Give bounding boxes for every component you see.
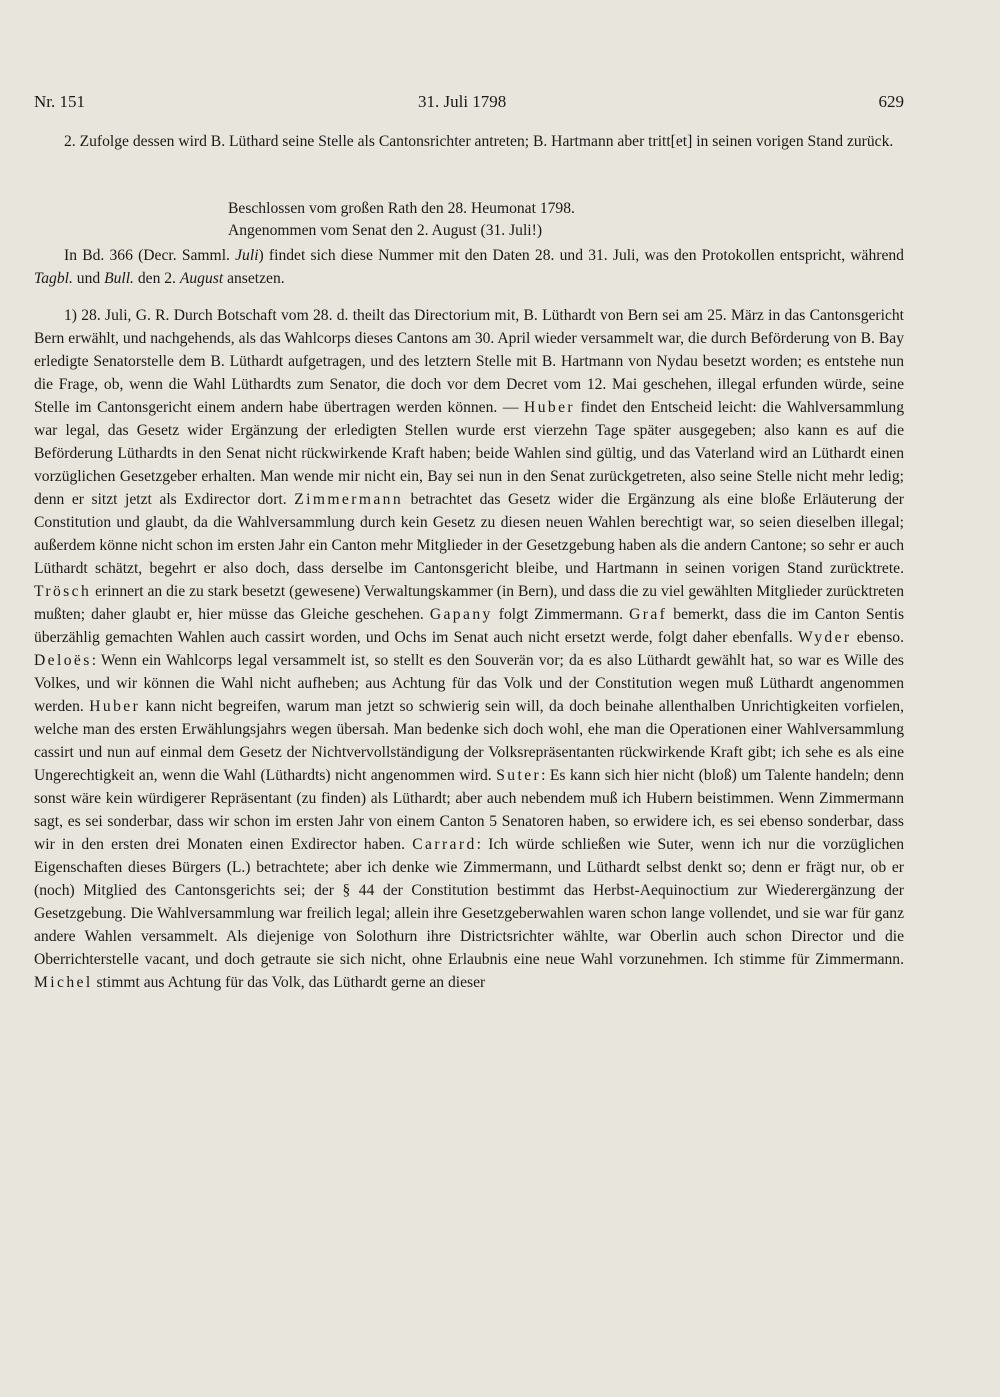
note-italic: Tagbl. [34, 270, 73, 287]
note-text: und [72, 270, 105, 287]
speaker-name: Zimmermann [294, 491, 404, 508]
closing-line-senate: Angenommen vom Senat den 2. August (31. Juli!) [228, 222, 543, 239]
note-text: ansetzen. [223, 270, 285, 287]
note-italic: Bull. [104, 270, 134, 287]
speaker-name: Wyder [798, 629, 852, 646]
footnote-text: : Wenn ein Wahlcorps legal versammelt ist, so stellt es den Souverän vor; da es also Lüthardt gewählt hat, so war es Wille des Volkes, und wir können die Wahl nicht aufheben; aus Achtung für das Volk und der Constitution wegen muß Lüthardt angenommen werden. [34, 652, 904, 715]
document-number: Nr. 151 [34, 92, 85, 111]
editorial-note [34, 244, 904, 290]
footnote-debate [34, 304, 904, 994]
note-text: ) findet sich diese Nummer mit den Daten 28. und 31. Juli, was den Protokollen entspricht, während [258, 247, 904, 264]
speaker-name: Huber [524, 399, 576, 416]
speaker-name: Gapany [429, 606, 493, 623]
closing-line-council: Beschlossen vom großen Rath den 28. Heumonat 1798. [228, 200, 575, 217]
page-header [34, 92, 904, 118]
speaker-name: Trösch [34, 583, 92, 600]
footnote-text: kann nicht begreifen, warum man jetzt so schwierig sein will, da doch beinahe allenthalben Unrichtigkeiten vorfielen, welche man des ersten Erwählungsjahrs wegen übersah. Man bedenke sich doch wohl, ehe man die Operationen einer Wahlversammlung cassirt und nun auf einmal dem Gesetz der Nichtvervollständigung der Volksrepräsentanten rückwirkende Kraft gibt; ich sehe es als eine Ungerechtigkeit an, wenn die Wahl (Lüthardts) nicht angenommen wird. [34, 698, 904, 784]
page-number: 629 [878, 92, 904, 111]
footnote-text: erinnert an die zu stark besetzt (gewesene) Verwaltungskammer (in Bern), und dass die zu viel gewählten Mitglieder zurücktreten mußten; daher glaubt er, hier müsse das Gleiche geschehen. [34, 583, 904, 623]
speaker-name: Carrard [412, 836, 477, 853]
footnote-text: : Es kann sich hier nicht (bloß) um Talente handeln; denn sonst wäre kein würdigerer Repräsentant (zu finden) als Lüthardt; aber auch nebendem muß ich Hubern beistimmen. Wenn Zimmermann sagt, es sei sonderbar, dass wir schon im ersten Jahr von einem Canton 5 Senatoren haben, so erwidere ich, es sei ebenso sonderbar, dass wir in den ersten drei Monaten einen Exdirector haben. [34, 767, 905, 853]
footnote-text: 1) 28. Juli, G. R. Durch Botschaft vom 28. d. theilt das Directorium mit, B. Lüthardt von Bern sei am 25. März in das Cantonsgericht Bern erwählt, und nachgehends, als das Wahlcorps dieses Cantons am 30. April wieder versammelt war, die durch Beförderung von B. Bay erledigte Senatorstelle dem B. Lüthardt aufgetragen, und des letztern Stelle mit B. Hartmann von Nydau besetzt worden; es entstehe nun die Frage, ob, wenn die Wahl Lüthardts zum Senator, die doch vor dem Decret vom 12. Mai geschehen, illegal erfunden würde, seine Stelle im Cantonsgericht einem andern habe übertragen werden können. — [34, 307, 904, 416]
footnote-text: folgt Zimmermann. [492, 606, 630, 623]
note-text: den 2. [133, 270, 180, 287]
footnote-text: betrachtet das Gesetz wider die Ergänzung als eine bloße Erläuterung der Constitution und glaubt, da die Wahlversammlung durch kein Gesetz zu diesen neuen Wahlen berechtigt war, so seien dieselben illegal; außerdem könne nicht schon im ersten Jahr ein Canton mehr Mitglieder in der Gesetzgebung haben als die andern Cantone; so sehr er auch Lüthardt schätzt, begehrt er also doch, dass derselbe im Cantonsgericht bleibe, und Hartmann in seinen vorigen Stand zurücktrete. [34, 491, 904, 577]
resolution-paragraph: 2. Zufolge dessen wird B. Lüthard seine Stelle als Cantonsrichter antreten; B. Hartmann aber tritt[et] in seinen vorigen Stand zurück. [64, 133, 894, 150]
speaker-name: Deloës [34, 652, 92, 669]
note-italic: August [179, 270, 224, 287]
note-text: In Bd. 366 (Decr. Samml. [64, 247, 236, 264]
speaker-name: Huber [89, 698, 141, 715]
footnote-text: findet den Entscheid leicht: die Wahlversammlung war legal, das Gesetz wider Ergänzung der erledigten Stellen wurde erst vierzehn Tage später ausgegeben; also kann es auf die Beförderung Lüthardts in den Senat nicht rückwirkende Kraft haben; beide Wahlen sind gültig, und das Vaterland wird an Lüthardt einen vorzüglichen Gesetzgeber erhalten. Man wende mir nicht ein, Bay sei nun in den Senat zurückgetreten, also seine Stelle nicht mehr ledig; denn er sitzt jetzt als Exdirector dort. [34, 399, 904, 508]
footnote-text: : Ich würde schließen wie Suter, wenn ich nur die vorzüglichen Eigenschaften dieses Bürgers (L.) betrachtete; aber ich denke wie Zimmermann, und Lüthardt selbst denkt so; denn er frägt nur, ob er (noch) Mitglied des Cantonsgerichts sei; der § 44 der Constitution bestimmt das Herbst-Aequinoctium zur Wiederergänzung der Gesetzgebung. Die Wahlversammlung war freilich legal; allein ihre Gesetzgeberwahlen waren schon lange vollendet, und sie war für ganz andere Wahlen versammelt. Als diejenige von Solothurn ihre Districtsrichter wählte, war Oberlin auch schon Director und die Oberrichterstelle vacant, und doch getraute sie sich nicht, ohne Erlaubnis eine neue Wahl vorzunehmen. Ich stimme für Zimmermann. [34, 836, 904, 968]
note-italic: Juli [235, 247, 259, 264]
footnote-text: ebenso. [851, 629, 904, 646]
speaker-name: Suter [496, 767, 542, 784]
footnote-text: stimmt aus Achtung für das Volk, das Lüthardt gerne an dieser [92, 974, 486, 991]
footnote-text: bemerkt, dass die im Canton Sentis überzählig gemachten Wahlen auch cassirt worden, und Ochs im Senat auch nicht ersetzt werde, folgt daher ebenfalls. [34, 606, 905, 646]
speaker-name: Michel [34, 974, 93, 991]
header-date: 31. Juli 1798 [418, 92, 507, 111]
speaker-name: Graf [629, 606, 668, 623]
